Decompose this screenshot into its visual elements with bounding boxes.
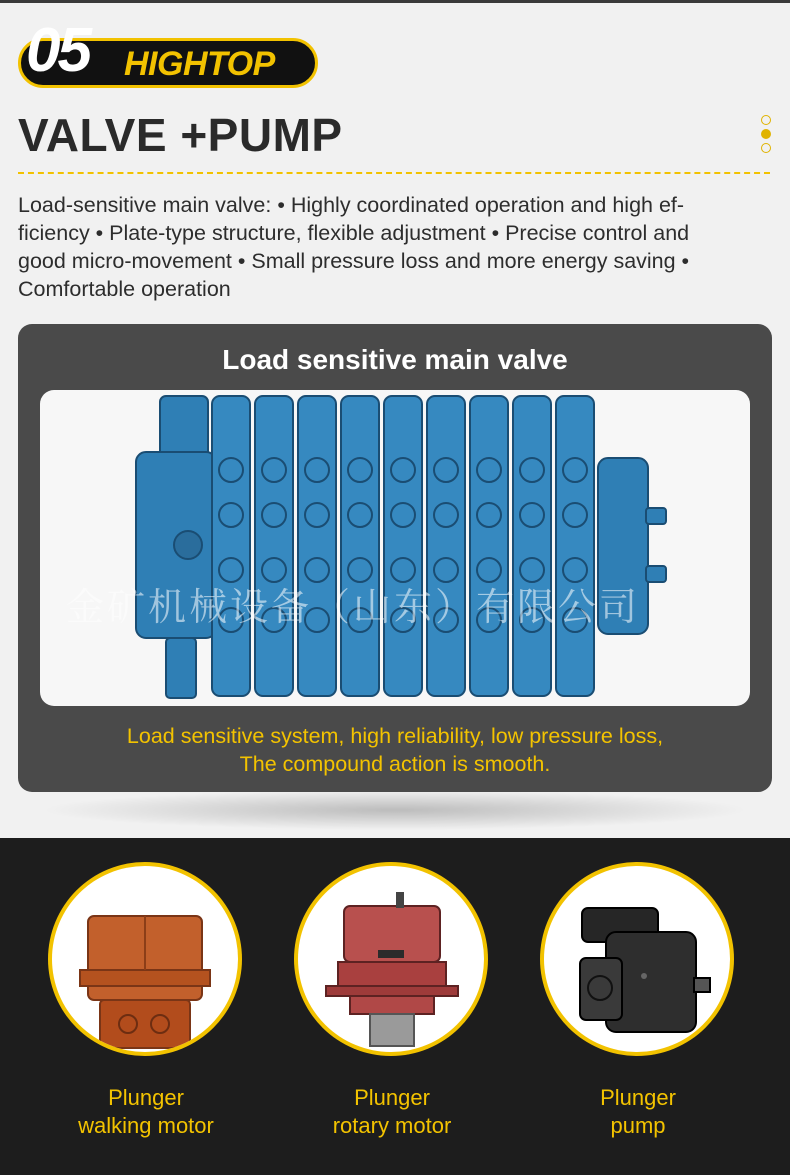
component-label-line: Plunger: [354, 1085, 430, 1110]
page-title: VALVE +PUMP: [18, 109, 343, 161]
brand-logo-text: HIGHTOP: [124, 45, 275, 83]
description-line: Comfortable operation: [18, 277, 231, 301]
rotary-motor-image: [298, 866, 484, 1052]
components-band: [0, 838, 790, 1175]
plunger-pump-frame: [540, 862, 734, 1056]
component-label-line: pump: [610, 1113, 666, 1138]
component-label-line: Plunger: [600, 1085, 676, 1110]
section-number: 05: [26, 16, 89, 85]
component-label: [518, 1084, 758, 1140]
component-label-line: Plunger: [108, 1085, 184, 1110]
feature-caption: [18, 722, 772, 778]
plunger-pump-image: [544, 866, 730, 1052]
component-label-line: walking motor: [78, 1113, 214, 1138]
dot-active-icon: [761, 129, 771, 139]
walking-motor-icon: [52, 866, 238, 1052]
top-border: [0, 0, 790, 3]
card-shadow: [40, 790, 750, 830]
dots-indicator-icon: [760, 115, 772, 155]
description-line: ficiency • Plate-type structure, flexible adjustment • Precise control and: [18, 221, 690, 245]
component-label: [272, 1084, 512, 1140]
walking-motor-image: [52, 866, 238, 1052]
feature-title: Load sensitive main valve: [222, 344, 568, 375]
rotary-motor-frame: [294, 862, 488, 1056]
dot-icon: [761, 115, 771, 125]
feature-card: [18, 324, 772, 792]
component-label: [26, 1084, 266, 1140]
plunger-pump-icon: [544, 866, 730, 1052]
valve-illustration-icon: [40, 390, 750, 706]
dashed-divider: [18, 172, 770, 174]
rotary-motor-icon: [298, 866, 484, 1052]
main-valve-image: [40, 390, 750, 706]
caption-line: Load sensitive system, high reliability, low pressure loss,: [126, 724, 664, 748]
description-line: Load-sensitive main valve: • Highly coordinated operation and high ef-: [18, 193, 685, 217]
caption-line: The compound action is smooth.: [239, 752, 551, 776]
walking-motor-frame: [48, 862, 242, 1056]
dot-icon: [761, 143, 771, 153]
watermark-text: 金矿机械设备（山东）有限公司: [66, 585, 641, 629]
description-line: good micro-movement • Small pressure loss and more energy saving •: [18, 249, 690, 273]
component-label-line: rotary motor: [332, 1113, 452, 1138]
description-text: [18, 191, 773, 303]
